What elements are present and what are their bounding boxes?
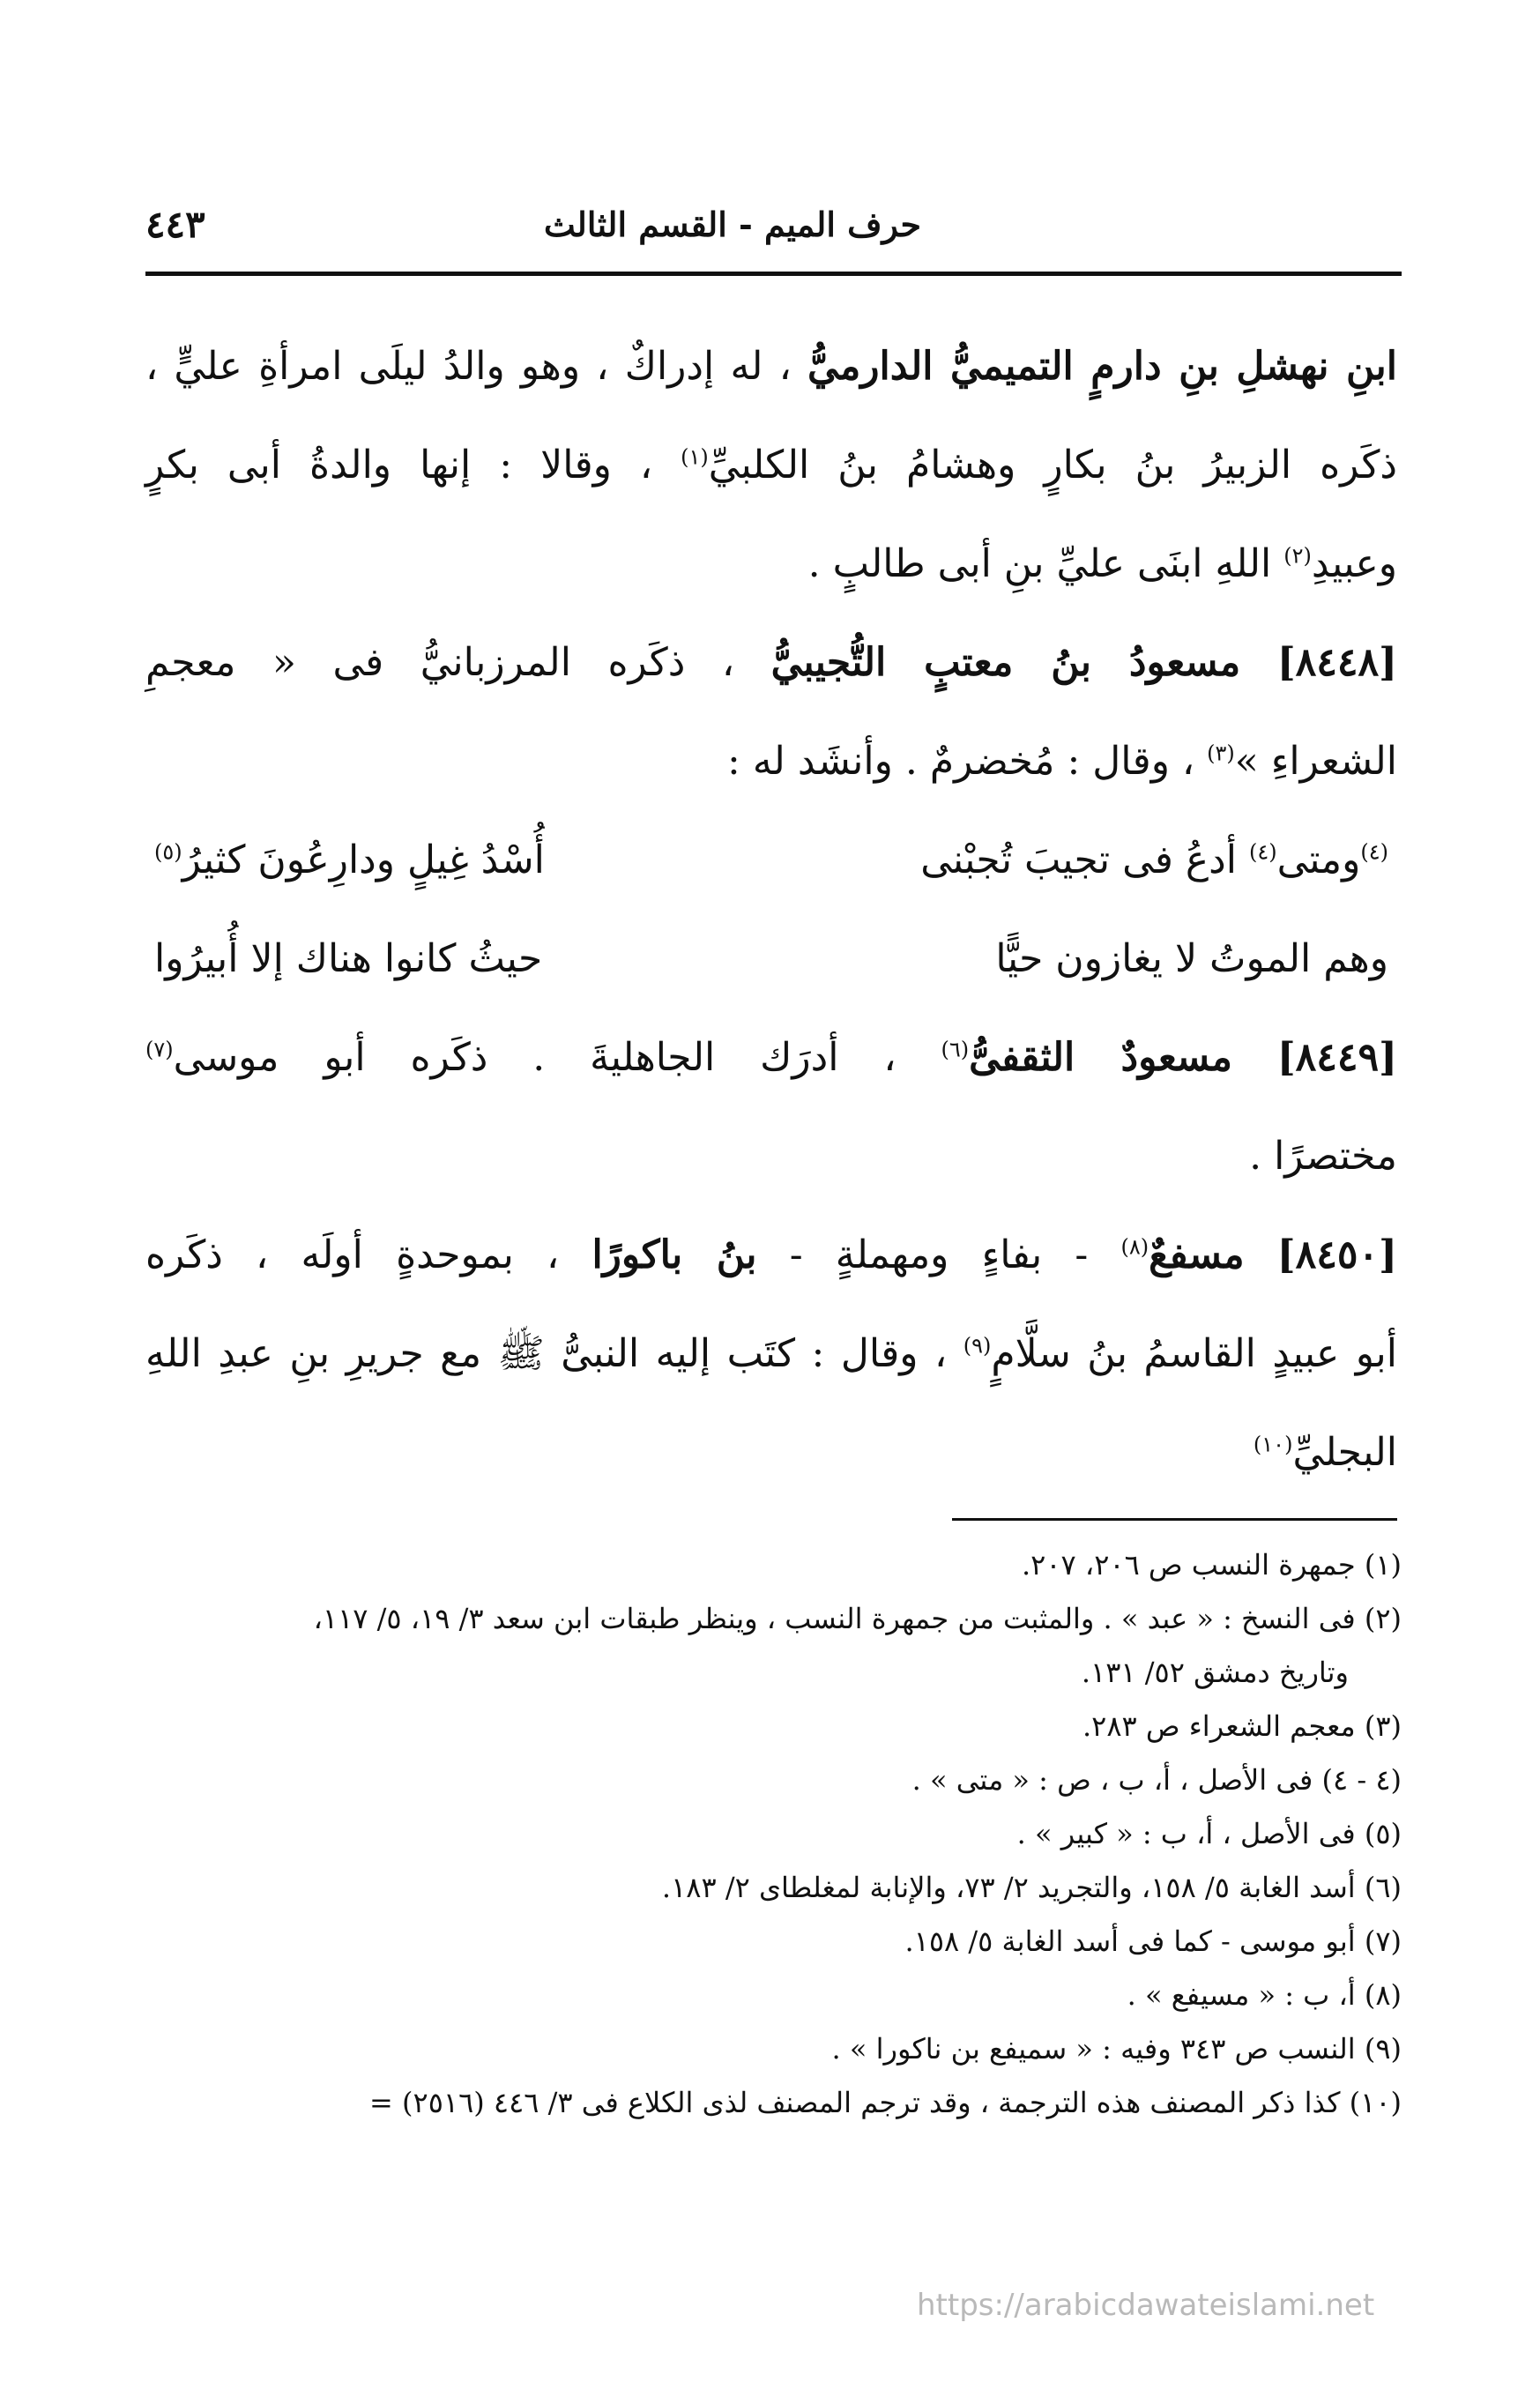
- text-span: ، له إدراكٌ ، وهو والدُ ليلَى امرأةِ عليٍّ ،: [145, 344, 792, 389]
- entry-8449-line: [145, 1009, 1397, 1107]
- footnote: (٥) فى الأصل ، أ، ب : « كبير » .: [1016, 1817, 1402, 1850]
- text-span: الشعراءِ »: [1234, 739, 1397, 784]
- footnote-ref: (٥): [154, 839, 182, 865]
- entry-name: مسعودٌ الثقفىُّ: [969, 1035, 1232, 1080]
- footnote-ref: (١٠): [1253, 1432, 1293, 1457]
- footnote-ref: (٣): [1207, 741, 1235, 766]
- text-span: اللهِ ابنَى عليِّ بنِ أبى طالبٍ .: [807, 541, 1272, 586]
- watermark-url: https://arabicdawateislami.net: [917, 2288, 1375, 2323]
- text-span: أبو عبيدٍ القاسمُ بنُ سلَّامٍ: [991, 1331, 1397, 1376]
- entry-number: [٨٤٥٠]: [1276, 1232, 1397, 1277]
- entry-name: مسعودُ بنُ معتبٍ التُّجيبيُّ: [770, 640, 1241, 685]
- text-span: - بفاءٍ ومهملةٍ -: [789, 1232, 1089, 1277]
- text-span: ، بموحدةٍ أولَه ، ذكَره: [145, 1232, 560, 1277]
- person-name: ابنِ نهشلِ بنِ دارمٍ التميميُّ الدارميُّ: [807, 344, 1397, 389]
- footnote-ref: (٩): [963, 1333, 992, 1359]
- running-title: حرف الميم - القسم الثالث: [543, 205, 921, 244]
- footnote: (٧) أبو موسى - كما فى أسد الغابة ٥/ ١٥٨.: [904, 1924, 1402, 1958]
- footnote: (٣) معجم الشعراء ص ٢٨٣.: [1082, 1709, 1402, 1743]
- entry-number: [٨٤٤٩]: [1276, 1035, 1397, 1080]
- footnote: (١٠) كذا ذكر المصنف هذه الترجمة ، وقد ترجم المصنف لذى الكلاع فى ٣/ ٤٤٦ (٢٥١٦) =: [369, 2086, 1402, 2119]
- footnote: (١) جمهرة النسب ص ٢٠٦، ٢٠٧.: [1021, 1548, 1402, 1582]
- footnote-rule: [952, 1518, 1397, 1521]
- footnote: (٤ - ٤) فى الأصل ، أ، ب ، ص : « متى » .: [911, 1763, 1402, 1797]
- footnotes: [141, 1538, 1402, 2130]
- verse-second-half: [154, 811, 545, 910]
- text-span: أدعُ فى تجيبَ تُجبْنى: [920, 837, 1237, 882]
- footnote-ref: (٦): [941, 1037, 970, 1062]
- poem-verse: [145, 811, 1397, 910]
- footnote: (٢) فى النسخ : « عبد » . والمثبت من جمهرة النسب ، وينظر طبقات ابن سعد ٣/ ١٩، ٥/ ١١٧،: [313, 1602, 1402, 1635]
- text-line: [145, 1403, 1397, 1502]
- text-span: البجليِّ: [1292, 1430, 1397, 1475]
- footnote-continuation: وتاريخ دمشق ٥٢/ ١٣١.: [1081, 1656, 1349, 1689]
- footnote-ref: (٤): [1360, 839, 1388, 865]
- header-rule: [145, 272, 1402, 276]
- entry-8450-line: [145, 1206, 1397, 1305]
- verse-first-half: وهم الموتُ لا يغازون حيًّا: [995, 936, 1388, 981]
- footnote: (٩) النسب ص ٣٤٣ وفيه : « سميفع بن ناكورا » .: [831, 2032, 1402, 2066]
- poem-verse: [145, 910, 1397, 1009]
- text-line: [145, 317, 1397, 416]
- footnote-ref: (٤): [1248, 839, 1277, 865]
- footnote-ref: (١): [681, 444, 709, 470]
- text-line: [145, 1305, 1397, 1403]
- entry-number: [٨٤٤٨]: [1276, 640, 1397, 685]
- text-span: ، وقالا : إنها والدةُ أبى بكرٍ: [145, 443, 653, 488]
- entry-name: مسفعٌ: [1149, 1232, 1245, 1277]
- entry-8448-line: [145, 614, 1397, 712]
- page-number: ٤٤٣: [145, 203, 205, 246]
- text-span: ومتى: [1276, 837, 1361, 882]
- footnote: (٦) أسد الغابة ٥/ ١٥٨، والتجريد ٢/ ٧٣، والإنابة لمغلطاى ٢/ ١٨٣.: [661, 1871, 1402, 1904]
- verse-first-half: [920, 811, 1388, 910]
- footnote: (٨) أ، ب : « مسيفع » .: [1127, 1978, 1402, 2012]
- footnote-ref: (٧): [145, 1037, 174, 1062]
- text-span: ذكَره الزبيرُ بنُ بكارٍ وهشامُ بنُ الكلبيِّ: [708, 443, 1397, 488]
- footnote-ref: (٢): [1283, 543, 1312, 569]
- text-span: أُسْدُ غِيلٍ ودارِعُونَ كثيرُ: [182, 837, 545, 882]
- text-span: ، وقال : مُخضرمٌ . وأنشَد له :: [727, 739, 1195, 784]
- text-span: ، وقال : كتَب إليه النبىُّ ﷺ مع جريرِ بنِ عبدِ اللهِ: [145, 1331, 948, 1376]
- text-line: [145, 515, 1397, 614]
- text-line: [145, 416, 1397, 515]
- text-line: [145, 712, 1397, 811]
- text-span: ، ذكَره المرزبانيُّ فى « معجمِ: [145, 640, 735, 685]
- page-header: [145, 185, 1397, 264]
- verse-second-half: حيثُ كانوا هناك إلا أُبيرُوا: [154, 936, 543, 981]
- text-span: ، أدرَك الجاهليةَ . ذكَره أبو موسى: [173, 1035, 896, 1080]
- main-text: [145, 317, 1397, 1502]
- text-span: وعبيدِ: [1311, 541, 1397, 586]
- text-line: مختصرًا .: [1249, 1134, 1397, 1179]
- footnote-ref: (٨): [1120, 1234, 1149, 1260]
- entry-name: بنُ باكورًا: [591, 1232, 757, 1277]
